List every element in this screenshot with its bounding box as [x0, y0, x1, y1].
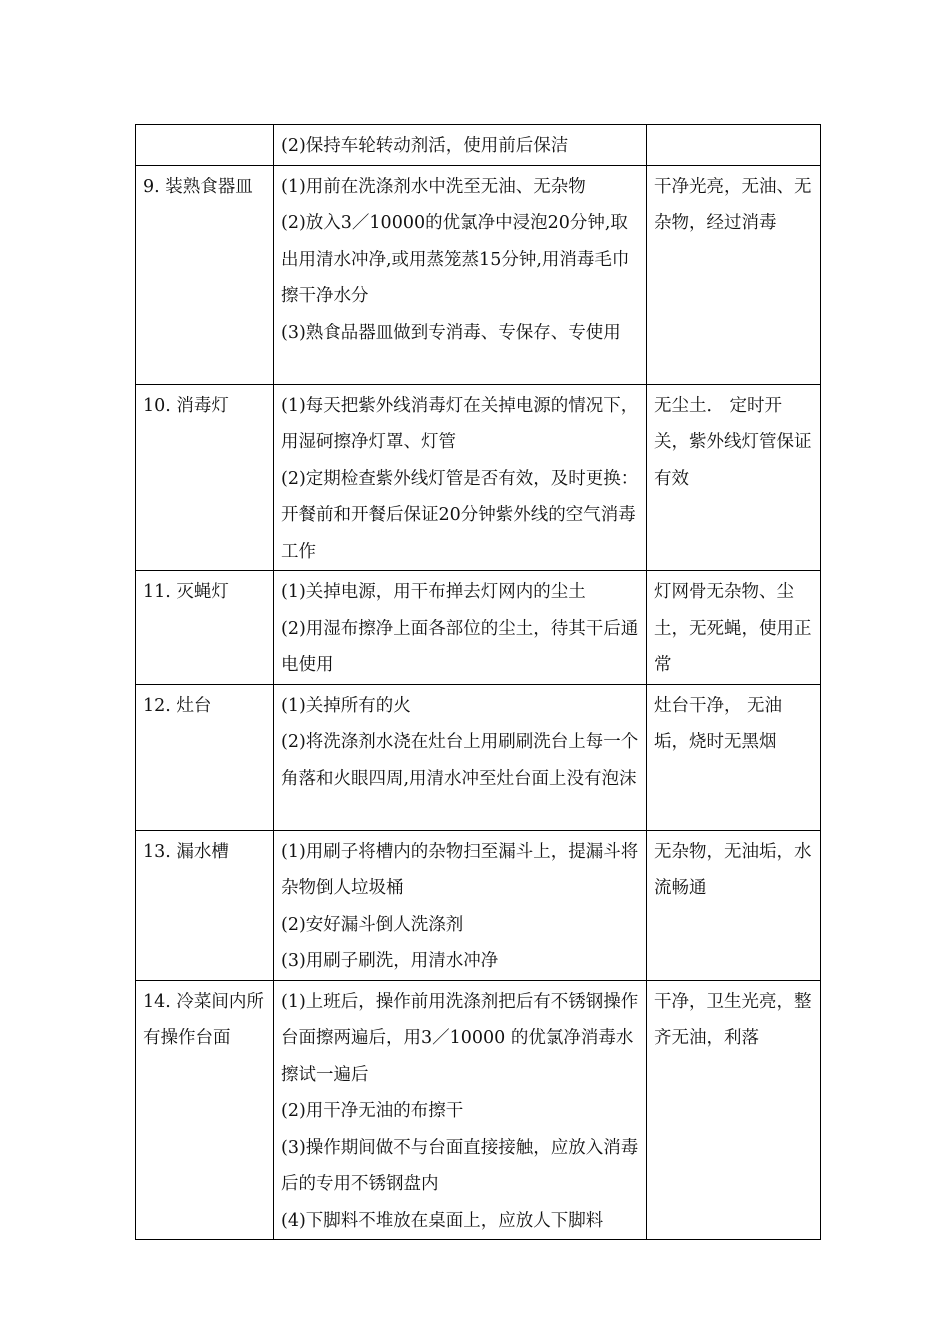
step-line: (1)关掉电源，用干布掸去灯网内的尘土 — [281, 582, 586, 602]
standard-cell: 灶台干净， 无油垢，烧时无黑烟 — [647, 684, 821, 830]
item-cell: 9. 装熟食器皿 — [136, 165, 274, 384]
standard-cell: 干净光亮，无油、无杂物，经过消毒 — [647, 165, 821, 384]
step-line: (4)下脚料不堆放在桌面上，应放人下脚料 — [281, 1210, 604, 1231]
steps-cell — [274, 571, 647, 685]
step-line: (1)上班后，操作前用洗涤剂把后有不锈钢操作台面擦两遍后，用3／10000 的优氯净消毒水擦试一遍后 — [281, 991, 639, 1085]
cleaning-standards-table — [135, 124, 821, 1240]
step-line: (2)用干净无油的布擦干 — [281, 1101, 464, 1121]
step-line: (2)安好漏斗倒人洗涤剂 — [281, 914, 464, 935]
item-cell: 13. 漏水槽 — [136, 830, 274, 980]
step-line: (3)熟食品器皿做到专消毒、专保存、专使用 — [281, 322, 621, 343]
step-line: (2)定期检查紫外线灯管是否有效，及时更换：开餐前和开餐后保证20分钟紫外线的空气消毒工作 — [281, 468, 639, 562]
step-line: (3)操作期间做不与台面直接接触，应放入消毒后的专用不锈钢盘内 — [281, 1137, 639, 1194]
step-line: (1)每天把紫外线消毒灯在关掉电源的情况下，用湿砢擦净灯罩、灯管 — [281, 395, 639, 452]
standard-cell: 无尘土． 定时开关，紫外线灯管保证有效 — [647, 384, 821, 571]
item-cell: 11. 灭蝇灯 — [136, 571, 274, 685]
standard-cell: 无杂物，无油垢，水流畅通 — [647, 830, 821, 980]
step-line: (1)用刷子将槽内的杂物扫至漏斗上，提漏斗将杂物倒人垃圾桶 — [281, 841, 639, 898]
step-line: (2)用湿布擦净上面各部位的尘土，待其干后通电使用 — [281, 618, 639, 675]
steps-cell — [274, 384, 647, 571]
steps-cell — [274, 980, 647, 1240]
steps-cell — [274, 684, 647, 830]
step-line: (2)保持车轮转动剂活，使用前后保洁 — [281, 136, 569, 156]
standard-cell: 灯网骨无杂物、尘土，无死蝇，使用正常 — [647, 571, 821, 685]
item-cell — [136, 125, 274, 166]
item-cell: 10. 消毒灯 — [136, 384, 274, 571]
item-cell: 12. 灶台 — [136, 684, 274, 830]
steps-cell — [274, 830, 647, 980]
step-line: (1)关掉所有的火 — [281, 695, 411, 716]
table-row — [136, 830, 821, 980]
standard-cell: 干净，卫生光亮，整齐无油，利落 — [647, 980, 821, 1240]
standard-cell — [647, 125, 821, 166]
step-line: (3)用刷子刷洗，用清水冲净 — [281, 951, 499, 971]
steps-cell — [274, 165, 647, 384]
table-row — [136, 571, 821, 685]
step-line: (2)放入3／10000的优氯净中浸泡20分钟,取出用清水冲净,或用蒸笼蒸15分钟,用消毒毛巾擦干净水分 — [281, 213, 630, 306]
table-row — [136, 125, 821, 166]
table-row — [136, 384, 821, 571]
table-row — [136, 980, 821, 1240]
table-row — [136, 684, 821, 830]
steps-cell — [274, 125, 647, 166]
table-row — [136, 165, 821, 384]
item-cell: 14. 冷菜间内所有操作台面 — [136, 980, 274, 1240]
step-line: (1)用前在洗涤剂水中洗至无油、无杂物 — [281, 176, 586, 197]
step-line: (2)将洗涤剂水浇在灶台上用刷刷洗台上每一个角落和火眼四周,用清水冲至灶台面上没有泡沫 — [281, 732, 639, 789]
